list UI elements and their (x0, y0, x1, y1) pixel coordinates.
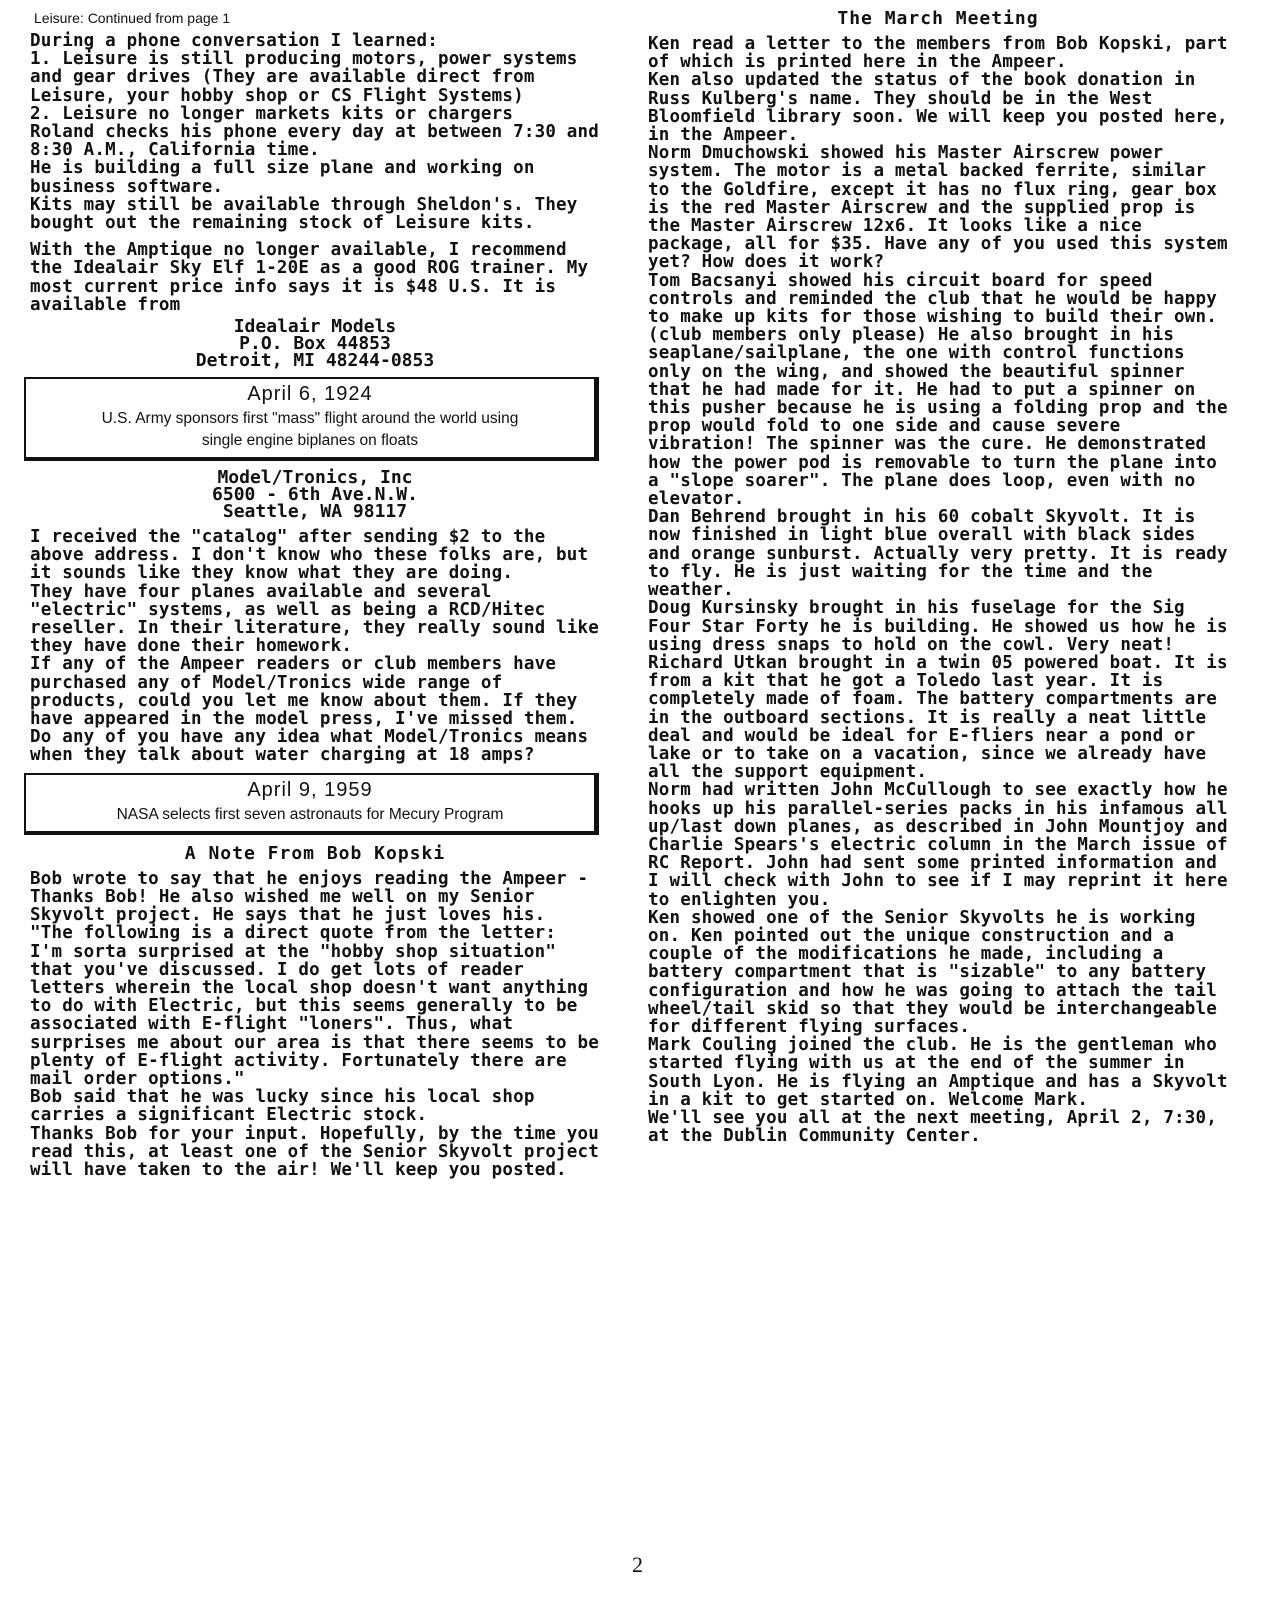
history-box-1959 (24, 773, 599, 835)
tronics-para: I received the "catalog" after sending $2 to the above address. I don't know who these folks are, but it sounds like they know what they are doing. (30, 527, 589, 584)
history-date: April 9, 1959 (247, 778, 373, 801)
meeting-para: Richard Utkan brought in a twin 05 powered boat. It is from a kit that he got a Toledo last year. It is completely made of foam. The battery compartments are in the outboard sections. It is really a neat little deal and would be ideal for E-fliers near a pond or lake or to take on a vacation, since we already have all the support equipment. (648, 652, 1228, 783)
leisure-para: He is building a full size plane and working on business software. (30, 158, 535, 197)
meeting-para: Mark Couling joined the club. He is the gentleman who started flying with us at the end of the summer in South Lyon. He is flying an Amptique and has a Skyvolt in a kit to get started on. Welcome Mark. (648, 1035, 1228, 1110)
continued-header: Leisure: Continued from page 1 (34, 10, 231, 26)
tronics-para: They have four planes available and several "electric" systems, as well as being a RCD/Hitec reseller. In their literature, they really sound like they have done their homework. (30, 581, 600, 657)
kopski-para: Bob said that he was lucky since his local shop carries a significant Electric stock. (30, 1087, 535, 1126)
idealair-address: Idealair Models P.O. Box 44853 Detroit, MI 48244-0853 (195, 316, 435, 372)
left-column (30, 8, 600, 1179)
leisure-para: During a phone conversation I learned: (30, 31, 438, 51)
meeting-para: Norm had written John McCullough to see exactly how he hooks up his parallel-series packs in his infamous all up/last down planes, as described in John Mountjoy and Charlie Spears's electric column in the March issue of RC Report. John had sent some printed information and I will check with John to see if I may reprint it here to enlighten you. (648, 780, 1228, 910)
meeting-para: Norm Dmuchowski showed his Master Airscrew power system. The motor is a metal backed ferrite, similar to the Goldfire, except it has no flux ring, gear box is the red Master Airscrew and the supplied prop is the Master Airscrew 12x6. It looks like a nice package, all for $35. Have any of you used this system yet? How does it work? (648, 143, 1228, 273)
meeting-title: The March Meeting (837, 8, 1039, 29)
tronics-para: If any of the Ampeer readers or club members have purchased any of Model/Tronics wide range of products, could you let me know about them. If they have appeared in the model press, I've missed them. (30, 654, 578, 730)
history-desc: NASA selects first seven astronauts for Mecury Program (116, 805, 504, 823)
leisure-para: Roland checks his phone every day at between 7:30 and 8:30 A.M., California time. (30, 122, 600, 161)
meeting-para: Doug Kursinsky brought in his fuselage for the Sig Four Star Forty he is building. He showed us how he is using dress snaps to hold on the cowl. Very neat! (648, 598, 1228, 655)
idealair-para: With the Amptique no longer available, I recommend the Idealair Sky Elf 1-20E as a good ROG trainer. My most current price info says it is $48 U.S. It is available from (30, 240, 589, 315)
history-desc: U.S. Army sponsors first "mass" flight around the world using single engine biplanes on floats (101, 410, 519, 450)
meeting-para: Ken also updated the status of the book donation in Russ Kulberg's name. They should be in the West Bloomfield library soon. We will keep you posted here, in the Ampeer. (648, 70, 1228, 146)
kopski-para: Thanks Bob for your input. Hopefully, by the time you read this, at least one of the Senior Skyvolt project will have taken to the air! We'll keep you posted. (30, 1123, 600, 1180)
tronics-para: Do any of you have any idea what Model/Tronics means when they talk about water charging at 18 amps? (30, 727, 589, 766)
kopski-para: "The following is a direct quote from the letter: (30, 923, 557, 944)
leisure-para: 2. Leisure no longer markets kits or chargers (30, 103, 514, 124)
meeting-para: Dan Behrend brought in his 60 cobalt Skyvolt. It is now finished in light blue overall with black sides and orange sunburst. Actually very pretty. It is ready to fly. He is just waiting for the time and the weather. (648, 507, 1228, 601)
meeting-para: We'll see you all at the next meeting, April 2, 7:30, at the Dublin Community Center. (648, 1107, 1218, 1147)
meeting-para: Tom Bacsanyi showed his circuit board for speed controls and reminded the club that he would be happy to make up kits for those wishing to build their own. (club members only please) He also brought in his seaplane/sailplane, the one with control functions only on the wing, and showed the beautiful spinner that he had made for it. He had to put a spinner on this pusher because he is using a folding prop and the prop would fold to one side and cause severe vibration! The spinner was the cure. He demonstrated how the power pod is removable to turn the plane into a "slope soarer". The plane does loop, even with no elevator. (648, 270, 1228, 510)
right-column (648, 8, 1228, 1145)
page-number: 2 (632, 1552, 643, 1577)
kopski-para: I'm sorta surprised at the "hobby shop situation" that you've discussed. I do get lots of reader letters wherein the local shop doesn't want anything to do with Electric, but this seems generally to be associated with E-flight "loners". Thus, what surprises me about our area is that there seems to be plenty of E-flight activity. Fortunately there are mail order options." (30, 941, 600, 1089)
kopski-para: Bob wrote to say that he enjoys reading the Ampeer - Thanks Bob! He also wished me well on my Senior Skyvolt project. He says that he just loves his. (30, 868, 589, 926)
meeting-para: Ken showed one of the Senior Skyvolts he is working on. Ken pointed out the unique construction and a couple of the modifications he made, including a battery compartment that is "sizable" to any battery configuration and how he was going to attach the tail wheel/tail skid so that they would be interchangeable for different flying surfaces. (648, 907, 1218, 1037)
meeting-para: Ken read a letter to the members from Bob Kopski, part of which is printed here in the Ampeer. (648, 34, 1228, 73)
history-date: April 6, 1924 (247, 383, 373, 406)
history-box-1924 (24, 377, 599, 461)
leisure-para: Kits may still be available through Sheldon's. They bought out the remaining stock of Leisure kits. (30, 194, 578, 234)
leisure-para: 1. Leisure is still producing motors, power systems and gear drives (They are available direct from Leisure, your hobby shop or CS Flight Systems) (30, 49, 578, 106)
kopski-title: A Note From Bob Kopski (184, 842, 446, 864)
tronics-address: Model/Tronics, Inc 6500 - 6th Ave.N.W. Seattle, WA 98117 (212, 467, 418, 523)
